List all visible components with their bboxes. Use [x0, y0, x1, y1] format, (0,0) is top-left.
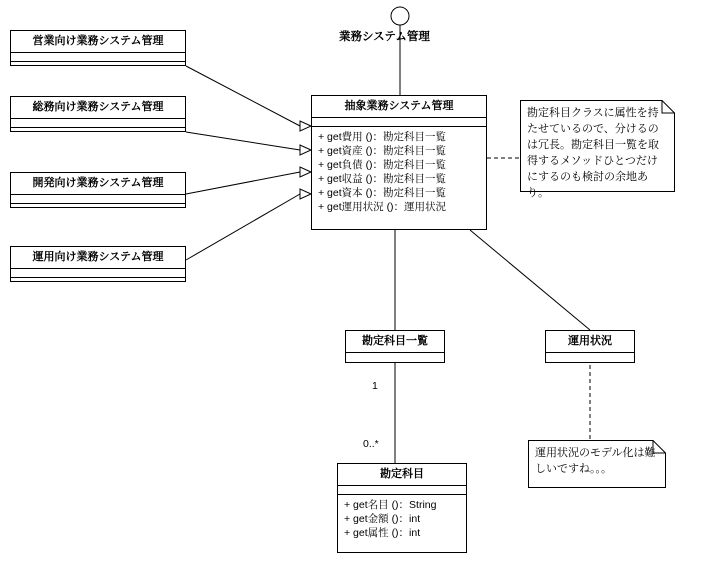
- line-abstract-to-operation-status: [470, 230, 590, 330]
- operation-item: + get収益 ()：勘定科目一覧: [318, 173, 447, 185]
- class-abstract-system-management[interactable]: [311, 95, 487, 230]
- operations-compartment: [312, 127, 486, 218]
- operations-compartment: [11, 62, 185, 70]
- class-name: 勘定科目一覧: [346, 331, 444, 353]
- diagram-title: 業務システム管理: [339, 31, 430, 43]
- generalization-arrowhead-general-affairs: [300, 145, 311, 155]
- class-development-system-management[interactable]: [10, 172, 186, 208]
- operation-item: + get名目 ()：String: [344, 499, 437, 511]
- attributes-compartment: [346, 353, 444, 361]
- attributes-compartment: [338, 486, 466, 495]
- operation-item: + get運用状況 ()：運用状況: [318, 201, 447, 213]
- class-operation-system-management[interactable]: [10, 246, 186, 282]
- operations-compartment: [11, 128, 185, 136]
- generalization-arrowhead-sales: [300, 121, 311, 131]
- class-name: 抽象業務システム管理: [312, 96, 486, 118]
- class-name: 運用状況: [546, 331, 634, 353]
- class-name: 運用向け業務システム管理: [11, 247, 185, 269]
- diagram-anchor-circle: [391, 7, 409, 25]
- class-account-item[interactable]: [337, 463, 467, 553]
- line-sales-to-abstract: [186, 66, 300, 126]
- generalization-arrowhead-operation: [300, 189, 311, 199]
- operation-item: + get負債 ()：勘定科目一覧: [318, 159, 447, 171]
- generalization-arrowhead-development: [300, 167, 311, 177]
- class-name: 総務向け業務システム管理: [11, 97, 185, 119]
- attributes-compartment: [546, 353, 634, 361]
- note-text: 勘定科目クラスに属性を持たせているので、分けるのは冗長。勘定科目一覧を取得するメソッドひとつだけにするのも検討の余地あり。: [527, 107, 659, 199]
- operation-item: + get資産 ()：勘定科目一覧: [318, 145, 447, 157]
- attributes-compartment: [11, 269, 185, 278]
- operation-item: + get属性 ()：int: [344, 527, 421, 539]
- operation-item: + get資本 ()：勘定科目一覧: [318, 187, 447, 199]
- line-development-to-abstract: [186, 172, 300, 194]
- class-general-affairs-system-management[interactable]: [10, 96, 186, 132]
- operations-compartment: [11, 204, 185, 212]
- attributes-compartment: [11, 195, 185, 204]
- operation-item: + get費用 ()：勘定科目一覧: [318, 131, 447, 143]
- note-text: 運用状況のモデル化は難しいですね。。。: [535, 447, 656, 475]
- operation-item: + get金額 ()：int: [344, 513, 421, 525]
- operations-compartment: [338, 495, 466, 544]
- operations-compartment: [11, 278, 185, 286]
- attributes-compartment: [312, 118, 486, 127]
- line-general-affairs-to-abstract: [186, 132, 300, 150]
- attributes-compartment: [11, 119, 185, 128]
- note-accounts: [520, 100, 675, 199]
- multiplicity-one: 1: [372, 380, 378, 392]
- note-operation-status: [528, 440, 666, 488]
- multiplicity-many: 0..*: [363, 438, 379, 450]
- class-name: 営業向け業務システム管理: [11, 31, 185, 53]
- class-name: 勘定科目: [338, 464, 466, 486]
- class-account-list[interactable]: [345, 330, 445, 363]
- class-operation-status[interactable]: [545, 330, 635, 363]
- class-sales-system-management[interactable]: [10, 30, 186, 66]
- line-operation-to-abstract: [186, 194, 300, 260]
- class-name: 開発向け業務システム管理: [11, 173, 185, 195]
- attributes-compartment: [11, 53, 185, 62]
